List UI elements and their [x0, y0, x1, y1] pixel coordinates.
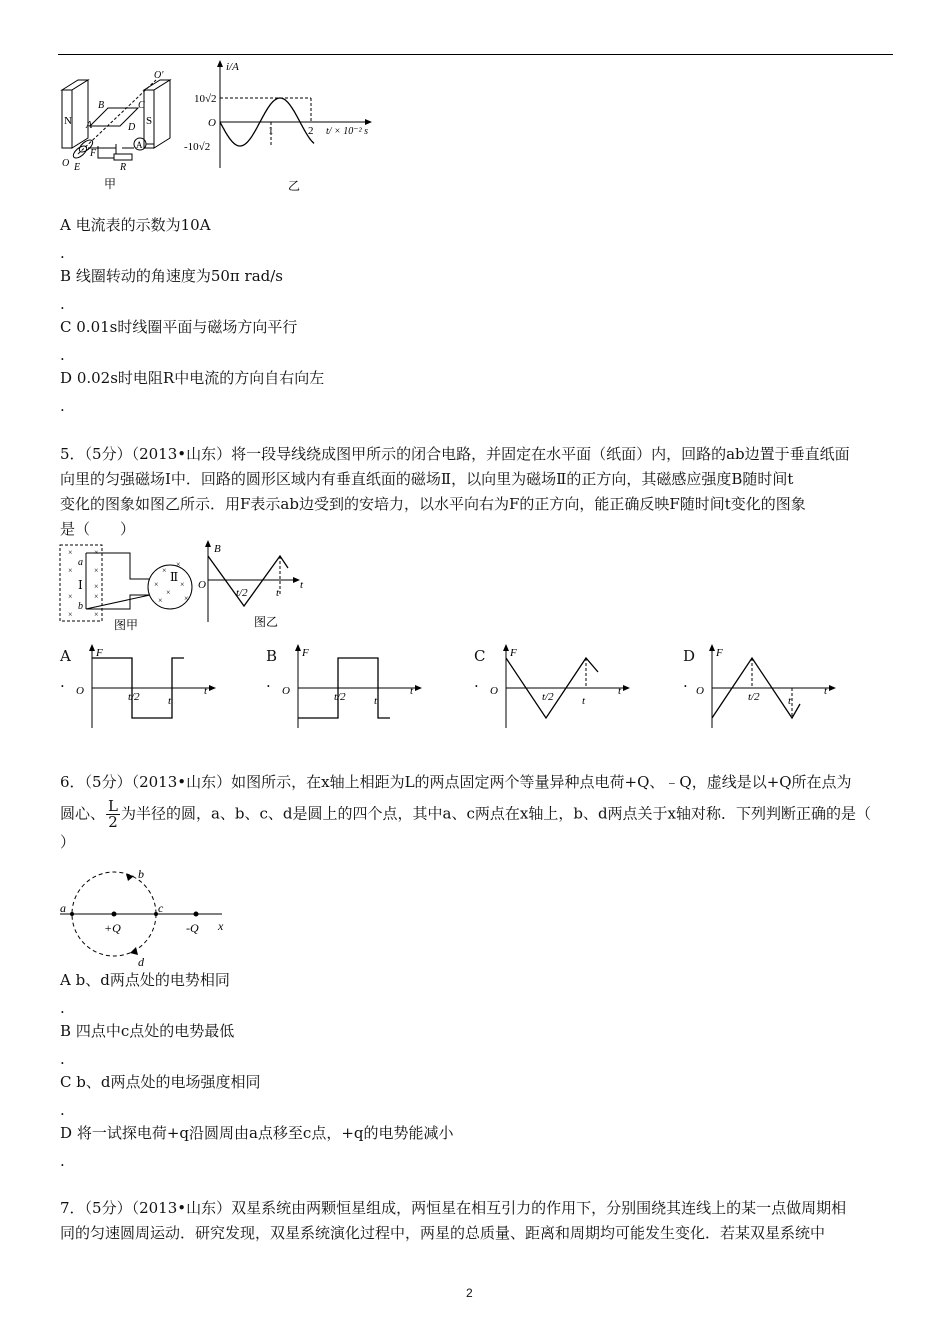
q4-option-d: D 0.02s时电阻R中电流的方向自右向左: [60, 369, 325, 387]
q5-stem: 5．（5分）（2013•山东）将一段导线绕成图甲所示的闭合电路，并固定在水平面（纸面）内，回路的ab边置于垂直纸面 向里的匀强磁场Ⅰ中．回路的圆形区域内有垂直纸面的磁场Ⅱ，以向里为磁场Ⅱ的正方向，其磁感应强度B随时间t 变化的图象如图乙所示．用F表示ab边受到的安培力，以水平向右为F的正方向，能正确反映F随时间t变化的图象 是（ ）: [60, 445, 850, 538]
region-1-label: Ⅰ: [78, 578, 83, 592]
q4-option-d-dot: .: [60, 397, 65, 415]
q4-option-b-dot: .: [60, 295, 65, 313]
q5-figure-yi-b-graph: [196, 540, 316, 632]
q5-choice-c-dot: .: [474, 673, 479, 691]
period-label: t: [276, 587, 280, 599]
region-2-label: Ⅱ: [170, 570, 179, 584]
origin-label: O: [198, 579, 206, 591]
y-max-label: 10√2: [194, 93, 217, 105]
q5-choice-a-letter: A: [60, 647, 71, 665]
q5-choice-d-graph: [692, 642, 842, 732]
q4-current-graph: [184, 58, 386, 194]
half-period-label: t/2: [334, 691, 346, 703]
origin-label: O: [490, 685, 498, 697]
q5-choice-b-graph: [278, 642, 428, 732]
fig-jia-label: 图甲: [114, 618, 139, 632]
field-cross-mark: ×: [94, 610, 99, 619]
half-period-label: t/2: [542, 691, 554, 703]
f-axis-label: F: [96, 647, 103, 659]
field-cross-mark: ×: [176, 560, 181, 569]
point-op-label: O': [154, 70, 164, 81]
period-label: t: [788, 695, 792, 707]
field-cross-mark: ×: [68, 592, 73, 601]
y-axis-label: i/A: [226, 61, 239, 73]
q5-choice-b-letter: B: [266, 647, 278, 665]
q6-option-d-dot: .: [60, 1152, 65, 1170]
ammeter-label: A: [136, 140, 143, 150]
point-a-label: a: [60, 901, 66, 915]
half-period-label: t/2: [236, 587, 248, 599]
period-label: t: [168, 695, 172, 707]
point-o-label: O: [62, 158, 70, 169]
point-c-label: c: [158, 901, 164, 915]
q5-choice-a-graph: [72, 642, 222, 732]
q4-figure-jia: [58, 62, 198, 194]
point-d-label: D: [128, 122, 136, 133]
origin-label: O: [76, 685, 84, 697]
q6-stem: 6．（5分）（2013•山东）如图所示，在x轴上相距为L的两点固定两个等量异种点电荷+Q、﹣Q，虚线是以+Q所在点为 圆心、 $\frac{L}{2}$ 为半径的圆，a、b、c、d是圆上的四个点，其中a、c两点在x轴上，b、d两点关于x轴对称．下列判断正确的是（ ）: [60, 773, 872, 851]
negative-charge-label: -Q: [186, 921, 199, 935]
q5-figure-jia: [58, 543, 198, 633]
field-cross-mark: ×: [68, 610, 73, 619]
half-period-label: t/2: [128, 691, 140, 703]
field-cross-mark: ×: [158, 596, 163, 605]
q6-option-c-dot: .: [60, 1101, 65, 1119]
origin-label: O: [696, 685, 704, 697]
f-axis-label: F: [716, 647, 723, 659]
b-axis-label: B: [214, 543, 221, 555]
origin-label: O: [282, 685, 290, 697]
field-cross-mark: ×: [154, 580, 159, 589]
x-axis-label: x: [218, 919, 224, 933]
tick-1-label: 1: [268, 125, 274, 137]
q5-choice-b-dot: .: [266, 673, 271, 691]
point-f-label: F: [90, 148, 97, 159]
q6-option-d: D 将一试探电荷+q沿圆周由a点移至c点，+q的电势能减小: [60, 1124, 454, 1142]
page-number: 2: [466, 1286, 473, 1300]
positive-charge-label: +Q: [104, 921, 121, 935]
q5-choice-d-dot: .: [683, 673, 688, 691]
field-cross-mark: ×: [162, 566, 167, 575]
field-cross-mark: ×: [180, 580, 185, 589]
field-cross-mark: ×: [68, 566, 73, 575]
point-e-label: E: [74, 162, 81, 173]
magnet-s-label: S: [146, 115, 153, 127]
point-b-label: B: [98, 100, 105, 111]
q6-option-b: B 四点中c点处的电势最低: [60, 1022, 235, 1040]
field-cross-mark: ×: [68, 548, 73, 557]
fig-yi-label: 乙: [288, 179, 301, 193]
q4-option-c-dot: .: [60, 346, 65, 364]
point-a-label: A: [86, 120, 93, 131]
point-a-label: a: [78, 557, 83, 568]
y-min-label: -10√2: [184, 141, 211, 153]
q7-stem: 7．（5分）（2013•山东）双星系统由两颗恒星组成，两恒星在相互引力的作用下，分别围绕其连线上的某一点做周期相 同的匀速圆周运动．研究发现，双星系统演化过程中，两星的总质量、距离和周期均可能发生变化．若某双星系统中: [60, 1199, 847, 1242]
q5-choice-a-dot: .: [60, 673, 65, 691]
field-cross-mark: ×: [94, 582, 99, 591]
half-l-fraction: $\frac{L}{2}$: [108, 797, 118, 831]
point-b-label: b: [138, 867, 144, 881]
magnet-n-label: N: [64, 115, 72, 127]
q5-choice-c-letter: C: [474, 647, 486, 665]
t-axis-label: t: [204, 685, 208, 697]
point-d-label: d: [138, 955, 144, 969]
t-axis-label: t: [300, 579, 304, 591]
x-axis-label: t/ × 10⁻² s: [326, 126, 368, 137]
q6-figure: [58, 862, 238, 970]
q6-option-a: A b、d两点处的电势相同: [60, 971, 230, 989]
period-label: t: [582, 695, 586, 707]
q6-option-b-dot: .: [60, 1050, 65, 1068]
tick-2-label: 2: [308, 125, 314, 137]
period-label: t: [374, 695, 378, 707]
t-axis-label: t: [824, 685, 828, 697]
q4-option-b: B 线圈转动的角速度为50π rad/s: [60, 267, 283, 285]
field-cross-mark: ×: [94, 592, 99, 601]
t-axis-label: t: [618, 685, 622, 697]
q5-choice-c-graph: [486, 642, 636, 732]
q6-option-a-dot: .: [60, 999, 65, 1017]
resistor-r-label: R: [120, 162, 127, 173]
t-axis-label: t: [410, 685, 414, 697]
field-cross-mark: ×: [184, 594, 189, 603]
fig-yi-label: 图乙: [254, 615, 279, 629]
field-cross-mark: ×: [166, 588, 171, 597]
field-cross-mark: ×: [94, 566, 99, 575]
q4-option-a: A 电流表的示数为10A: [60, 216, 211, 234]
half-period-label: t/2: [748, 691, 760, 703]
q5-choice-d-letter: D: [683, 647, 696, 665]
point-c-label: C: [138, 100, 145, 111]
f-axis-label: F: [510, 647, 517, 659]
q4-option-c: C 0.01s时线圈平面与磁场方向平行: [60, 318, 298, 336]
origin-label: O: [208, 117, 216, 129]
fig-jia-label: 甲: [104, 177, 117, 191]
q4-option-a-dot: .: [60, 244, 65, 262]
f-axis-label: F: [302, 647, 309, 659]
point-b-label: b: [78, 601, 83, 612]
header-rule: [58, 54, 893, 55]
field-cross-mark: ×: [94, 548, 99, 557]
q6-option-c: C b、d两点处的电场强度相同: [60, 1073, 261, 1091]
